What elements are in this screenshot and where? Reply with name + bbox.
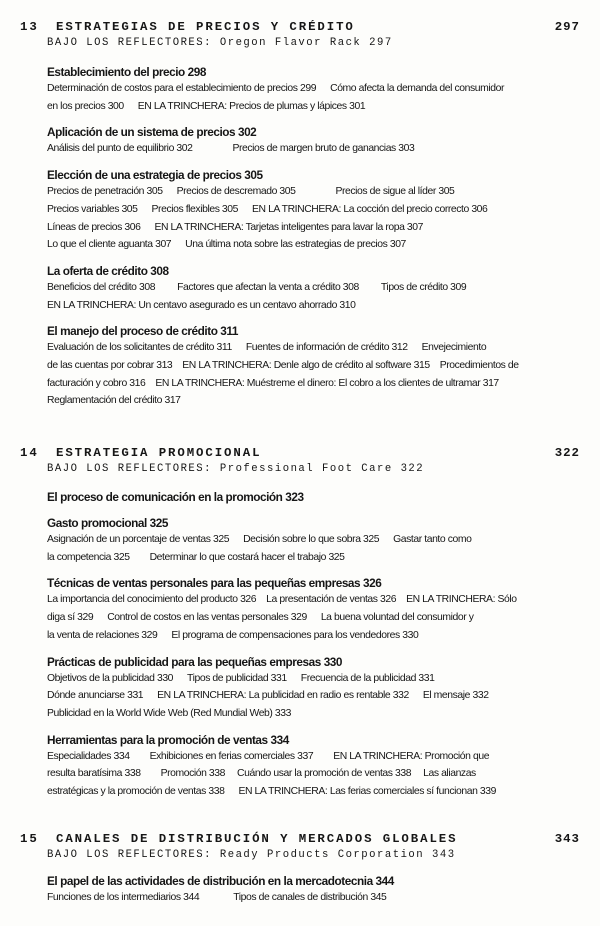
entry: Promoción 338	[160, 768, 226, 780]
chapter-heading	[20, 832, 457, 846]
entry-line	[47, 80, 580, 98]
chapter-page-number: 343	[554, 832, 580, 846]
chapter-page-number: 322	[554, 446, 580, 460]
entry-line	[47, 183, 580, 201]
entry: Frecuencia de la publicidad 331	[300, 672, 435, 684]
entry: La importancia del conocimiento del producto 326	[47, 594, 257, 606]
entry: Objetivos de la publicidad 330	[47, 672, 174, 684]
chapter-14	[20, 446, 580, 801]
chapter-heading	[20, 446, 261, 460]
chapter-header	[20, 832, 580, 846]
entry: EN LA TRINCHERA: La publicidad en radio es rentable 332	[157, 690, 409, 702]
entry: Gastar tanto como	[393, 534, 472, 545]
entry: estratégicas y la promoción de ventas 338	[47, 786, 225, 798]
toc-section	[47, 323, 580, 410]
entry: resulta baratísima 338	[47, 768, 141, 780]
entry: EN LA TRINCHERA: Muéstreme el dinero: El cobro a los clientes de ultramar 317	[155, 377, 499, 389]
chapter-heading	[20, 20, 355, 34]
entry: Fuentes de información de crédito 312	[245, 342, 408, 354]
entry-line	[47, 748, 580, 766]
entry: EN LA TRINCHERA: Sólo	[406, 594, 517, 606]
entry-line	[47, 357, 580, 375]
entry-line	[47, 98, 580, 116]
section-title: El papel de las actividades de distribución en la mercadotecnia 344	[47, 874, 394, 888]
entry-line	[47, 609, 580, 627]
entry: Cómo afecta la demanda del consumidor	[330, 83, 505, 94]
section-title: El proceso de comunicación en la promoción 323	[47, 490, 304, 504]
chapter-header	[20, 446, 580, 460]
section-title: La oferta de crédito 308	[47, 263, 169, 278]
entry-line	[47, 670, 580, 688]
toc-section	[47, 575, 580, 644]
chapter-header	[20, 20, 580, 34]
chapter-number: 13	[20, 20, 39, 34]
entry: Precios de sigue al líder 305	[335, 186, 455, 198]
entry: Beneficios del crédito 308	[47, 281, 156, 293]
toc-section	[47, 732, 580, 801]
section-title: Aplicación de un sistema de precios 302	[47, 125, 257, 140]
section-title: Gasto promocional 325	[47, 516, 169, 530]
entry: Una última nota sobre las estrategias de precios 307	[185, 239, 406, 251]
entry: Publicidad en la World Wide Web (Red Mundial Web) 333	[47, 707, 291, 719]
entry-line	[47, 549, 580, 567]
section-title: Prácticas de publicidad para las pequeñas empresas 330	[47, 654, 343, 669]
entry-line	[47, 765, 580, 783]
entry-line	[47, 392, 580, 410]
toc-section	[47, 167, 580, 254]
entry-line	[47, 201, 580, 219]
entry-line	[47, 783, 580, 801]
chapter-page-number: 297	[554, 20, 580, 34]
chapter-title: ESTRATEGIAS DE PRECIOS Y CRÉDITO	[56, 20, 355, 34]
chapter-title: ESTRATEGIA PROMOCIONAL	[56, 446, 262, 460]
spotlight-line: BAJO LOS REFLECTORES: Oregon Flavor Rack 297	[47, 37, 393, 49]
spotlight-line: BAJO LOS REFLECTORES: Professional Foot Care 322	[47, 463, 425, 475]
entry: EN LA TRINCHERA: Denle algo de crédito al software 315	[182, 360, 430, 372]
toc-section	[47, 124, 580, 158]
entry: EN LA TRINCHERA: Un centavo asegurado es un centavo ahorrado 310	[47, 299, 356, 311]
entry: Determinación de costos para el establecimiento de precios 299	[47, 83, 317, 94]
entry: Envejecimiento	[421, 342, 487, 354]
entry: La buena voluntad del consumidor y	[320, 612, 474, 624]
chapter-title: CANALES DE DISTRIBUCIÓN Y MERCADOS GLOBALES	[56, 832, 458, 846]
section-title: Herramientas para la promoción de ventas 334	[47, 732, 289, 747]
entry: EN LA TRINCHERA: Precios de plumas y lápices 301	[137, 100, 366, 112]
spotlight-line: BAJO LOS REFLECTORES: Ready Products Corporation 343	[47, 849, 456, 861]
entry: El programa de compensaciones para los vendedores 330	[171, 629, 419, 641]
entry-line	[47, 339, 580, 357]
entry: Precios de descremado 305	[176, 186, 296, 198]
entry: Determinar lo que costará hacer el trabajo 325	[149, 551, 345, 563]
chapter-15	[20, 832, 580, 907]
entry: La presentación de ventas 326	[266, 594, 397, 606]
entry: de las cuentas por cobrar 313	[47, 360, 173, 372]
entry: Las alianzas	[423, 768, 476, 780]
entry: la competencia 325	[47, 551, 130, 563]
entry: Tipos de canales de distribución 345	[233, 892, 387, 903]
chapter-number: 15	[20, 832, 39, 846]
entry-line	[47, 687, 580, 705]
entry: en los precios 300	[47, 100, 124, 112]
entry: Precios de margen bruto de ganancias 303	[232, 143, 415, 155]
entry-line	[47, 297, 580, 315]
entry: Precios de penetración 305	[47, 186, 163, 198]
chapter-13	[20, 20, 580, 410]
entry: Líneas de precios 306	[47, 221, 141, 233]
entry: EN LA TRINCHERA: Tarjetas inteligentes para lavar la ropa 307	[154, 221, 423, 233]
entry: Asignación de un porcentaje de ventas 325	[47, 534, 230, 545]
entry-line	[47, 889, 580, 907]
entry: Dónde anunciarse 331	[47, 690, 144, 702]
entry: EN LA TRINCHERA: Promoción que	[333, 750, 490, 762]
entry-line	[47, 279, 580, 297]
entry-line	[47, 591, 580, 609]
chapter-number: 14	[20, 446, 39, 460]
entry: Precios flexibles 305	[151, 203, 239, 215]
entry-line	[47, 236, 580, 254]
entry-line	[47, 140, 580, 158]
entry: Procedimientos de	[439, 360, 519, 372]
entry-line	[47, 375, 580, 393]
entry: EN LA TRINCHERA: La cocción del precio correcto 306	[252, 203, 488, 215]
entry: Precios variables 305	[47, 203, 138, 215]
entry: Cuándo usar la promoción de ventas 338	[237, 768, 412, 780]
entry: Decisión sobre lo que sobra 325	[243, 534, 380, 545]
entry: Especialidades 334	[47, 750, 130, 762]
entry: Tipos de publicidad 331	[187, 672, 287, 684]
entry-line	[47, 705, 580, 723]
section-title: Elección de una estrategia de precios 305	[47, 168, 263, 183]
entry: Tipos de crédito 309	[380, 281, 467, 293]
entry: facturación y cobro 316	[47, 377, 146, 389]
entry-line	[47, 531, 580, 549]
entry: la venta de relaciones 329	[47, 629, 158, 641]
entry: Análisis del punto de equilibrio 302	[47, 143, 193, 155]
toc-section	[47, 263, 580, 314]
toc-section	[47, 489, 580, 505]
entry: Factores que afectan la venta a crédito 308	[177, 281, 359, 293]
section-title: Establecimiento del precio 298	[47, 65, 206, 79]
entry: Reglamentación del crédito 317	[47, 395, 181, 407]
entry: diga sí 329	[47, 612, 94, 624]
entry-line	[47, 627, 580, 645]
entry-line	[47, 219, 580, 237]
entry: Control de costos en las ventas personales 329	[107, 612, 307, 624]
entry: El mensaje 332	[422, 690, 489, 702]
toc-section	[47, 654, 580, 723]
entry: EN LA TRINCHERA: Las ferias comerciales sí funcionan 339	[238, 786, 496, 798]
entry: Evaluación de los solicitantes de crédito 311	[47, 342, 232, 354]
toc-section	[47, 873, 580, 907]
section-title: Técnicas de ventas personales para las pequeñas empresas 326	[47, 576, 382, 591]
section-title: El manejo del proceso de crédito 311	[47, 324, 238, 339]
entry: Funciones de los intermediarios 344	[47, 892, 200, 903]
toc-section	[47, 64, 580, 115]
entry: Exhibiciones en ferias comerciales 337	[149, 750, 314, 762]
entry: Lo que el cliente aguanta 307	[47, 239, 172, 251]
toc-section	[47, 515, 580, 566]
